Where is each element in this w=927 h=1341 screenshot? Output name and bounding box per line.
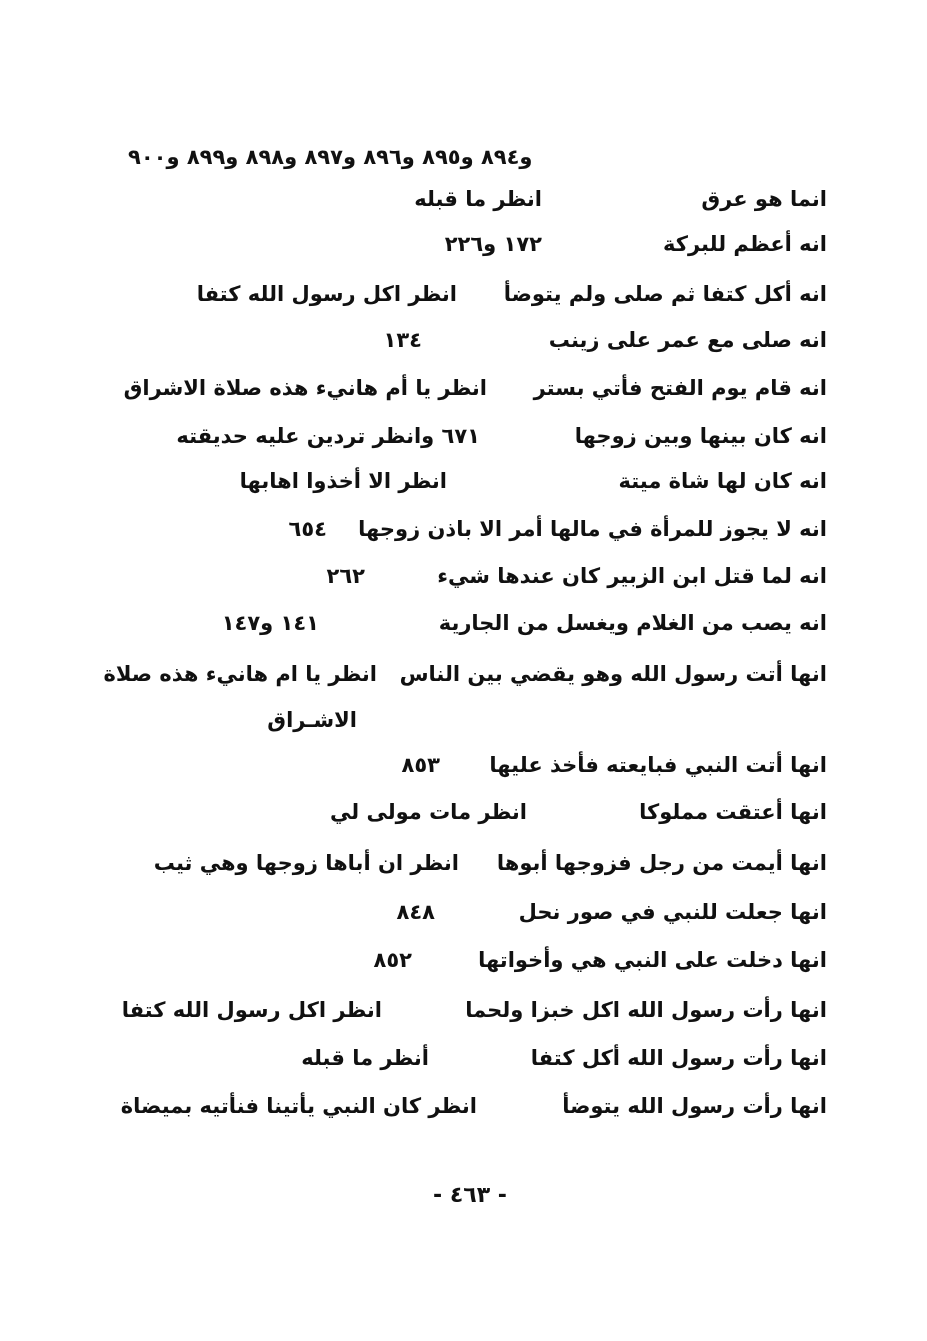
entry-hadith: انه لما قتل ابن الزبير كان عندها شيء [437,564,827,588]
entry-ref: ٨٥٣ [401,753,440,777]
entry-hadith: انه كان بينها وبين زوجها [574,424,827,448]
entry-ref: انظر اكل رسول الله كتفا [121,998,382,1022]
entry-ref: ١٣٤ [383,328,422,352]
entry-hadith: انها رأت رسول الله أكل كتفا [530,1046,827,1070]
entry-hadith: انه صلى مع عمر على زينب [548,328,827,352]
page-number: - ٤٦٣ - [433,1183,507,1208]
entry-hadith: انما هو عرق [701,187,827,211]
entry-ref: ٦٥٤ [288,517,327,541]
entry-ref: انظر مات مولى لي [330,800,527,824]
entry-ref: انظر اكل رسول الله كتفا [196,282,457,306]
entry-ref: أنظر ما قبله [301,1046,429,1070]
header-line: و٨٩٤ و٨٩٥ و٨٩٦ و٨٩٧ و٨٩٨ و٨٩٩ و٩٠٠ [128,145,533,169]
entry-hadith: انه أكل كتفا ثم صلى ولم يتوضأ [503,282,827,306]
entry-hadith: انه لا يجوز للمرأة في مالها أمر الا باذن زوجها [358,517,827,541]
entry-hadith: انها دخلت على النبي هي وأخواتها [478,948,827,972]
entry-ref: ٨٥٢ [373,948,412,972]
entry-hadith: انها رأت رسول الله اكل خبزا ولحما [465,998,827,1022]
entry-ref: انظر يا ام هانيء هذه صلاة [103,662,377,686]
entry-hadith: انها أيمت من رجل فزوجها أبوها [496,851,827,875]
entry-hadith: انها جعلت للنبي في صور نحل [518,900,827,924]
entry-ref: انظر يا أم هانيء هذه صلاة الاشراق [123,376,487,400]
entry-ref: ٦٧١ وانظر تردين عليه حديقته [176,424,480,448]
entry-ref: ٢٦٢ [326,564,365,588]
entry-hadith: انها أتت النبي فبايعته فأخذ عليها [489,753,827,777]
entry-hadith: انها أتت رسول الله وهو يقضي بين الناس [399,662,827,686]
entry-ref: انظر ما قبله [414,187,542,211]
entry-ref: ٨٤٨ [396,900,435,924]
entry-hadith: انه قام يوم الفتح فأتي بستر [533,376,827,400]
entry-ref: انظر كان النبي يأتينا فنأتيه بميضاة [120,1094,477,1118]
entry-hadith: انها أعتقت مملوكا [639,800,827,824]
entry-ref: انظر ان أباها زوجها وهي ثيب [153,851,459,875]
entry-hadith: انه كان لها شاة ميتة [618,469,827,493]
entry-hadith: انها رأت رسول الله يتوضأ [562,1094,827,1118]
entry-hadith: انه يصب من الغلام ويغسل من الجارية [438,611,827,635]
entry-ref-continuation: الاشـراق [267,708,357,732]
entry-ref: ١٧٢ و٢٢٦ [444,232,542,256]
entry-ref: ١٤١ و١٤٧ [221,611,319,635]
entry-hadith: انه أعظم للبركة [663,232,827,256]
entry-ref: انظر الا أخذوا اهابها [239,469,447,493]
